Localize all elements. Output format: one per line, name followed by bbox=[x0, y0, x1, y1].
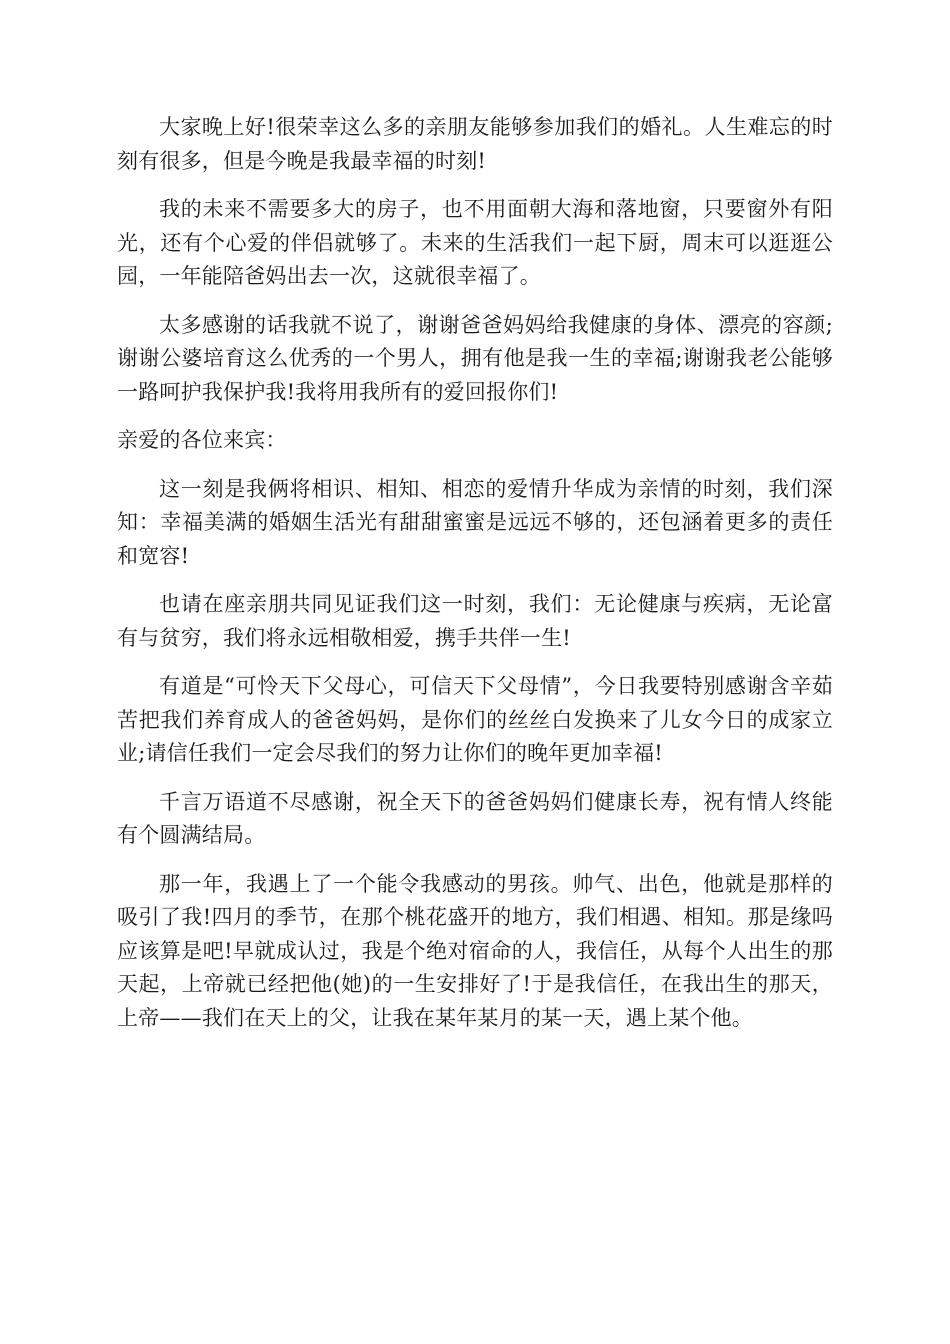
paragraph-future: 我的未来不需要多大的房子，也不用面朝大海和落地窗，只要窗外有阳光，还有个心爱的伴侣就够了。未来的生活我们一起下厨，周末可以逛逛公园，一年能陪爸妈出去一次，这就很幸福了。 bbox=[117, 197, 833, 288]
paragraph-salutation: 亲爱的各位来宾： bbox=[117, 428, 287, 452]
paragraph-vow: 也请在座亲朋共同见证我们这一时刻，我们：无论健康与疾病，无论富有与贫穷，我们将永远相敬相爱，携手共伴一生! bbox=[117, 592, 833, 650]
paragraph-greeting: 大家晚上好!很荣幸这么多的亲朋友能够参加我们的婚礼。人生难忘的时刻有很多，但是今晚是我最幸福的时刻! bbox=[117, 115, 833, 173]
paragraph-thanks: 太多感谢的话我就不说了，谢谢爸爸妈妈给我健康的身体、漂亮的容颜;谢谢公婆培育这么优秀的一个男人，拥有他是我一生的幸福;谢谢我老公能够一路呵护我保护我!我将用我所有的爱回报你们! bbox=[117, 312, 833, 404]
document-body bbox=[117, 111, 833, 1050]
paragraph-parents: 有道是“可怜天下父母心，可信天下父母情”，今日我要特别感谢含辛茹苦把我们养育成人的爸爸妈妈，是你们的丝丝白发换来了儿女今日的成家立业;请信任我们一定会尽我们的努力让你们的晚年更加幸福! bbox=[117, 674, 833, 765]
paragraph-story: 那一年，我遇上了一个能令我感动的男孩。帅气、出色，他就是那样的吸引了我!四月的季节，在那个桃花盛开的地方，我们相遇、相知。那是缘吗应该算是吧!早就成认过，我是个绝对宿命的人，我信任，从每个人出生的那天起，上帝就已经把他(她)的一生安排好了!于是我信任，在我出生的那天，上帝——我们在天上的父，让我在某年某月的某一天，遇上某个他。 bbox=[117, 871, 833, 1030]
paragraph-moment: 这一刻是我俩将相识、相知、相恋的爱情升华成为亲情的时刻，我们深知：幸福美满的婚姻生活光有甜甜蜜蜜是远远不够的，还包涵着更多的责任和宽容! bbox=[117, 476, 833, 568]
paragraph-blessing: 千言万语道不尽感谢，祝全天下的爸爸妈妈们健康长寿，祝有情人终能有个圆满结局。 bbox=[117, 789, 833, 847]
